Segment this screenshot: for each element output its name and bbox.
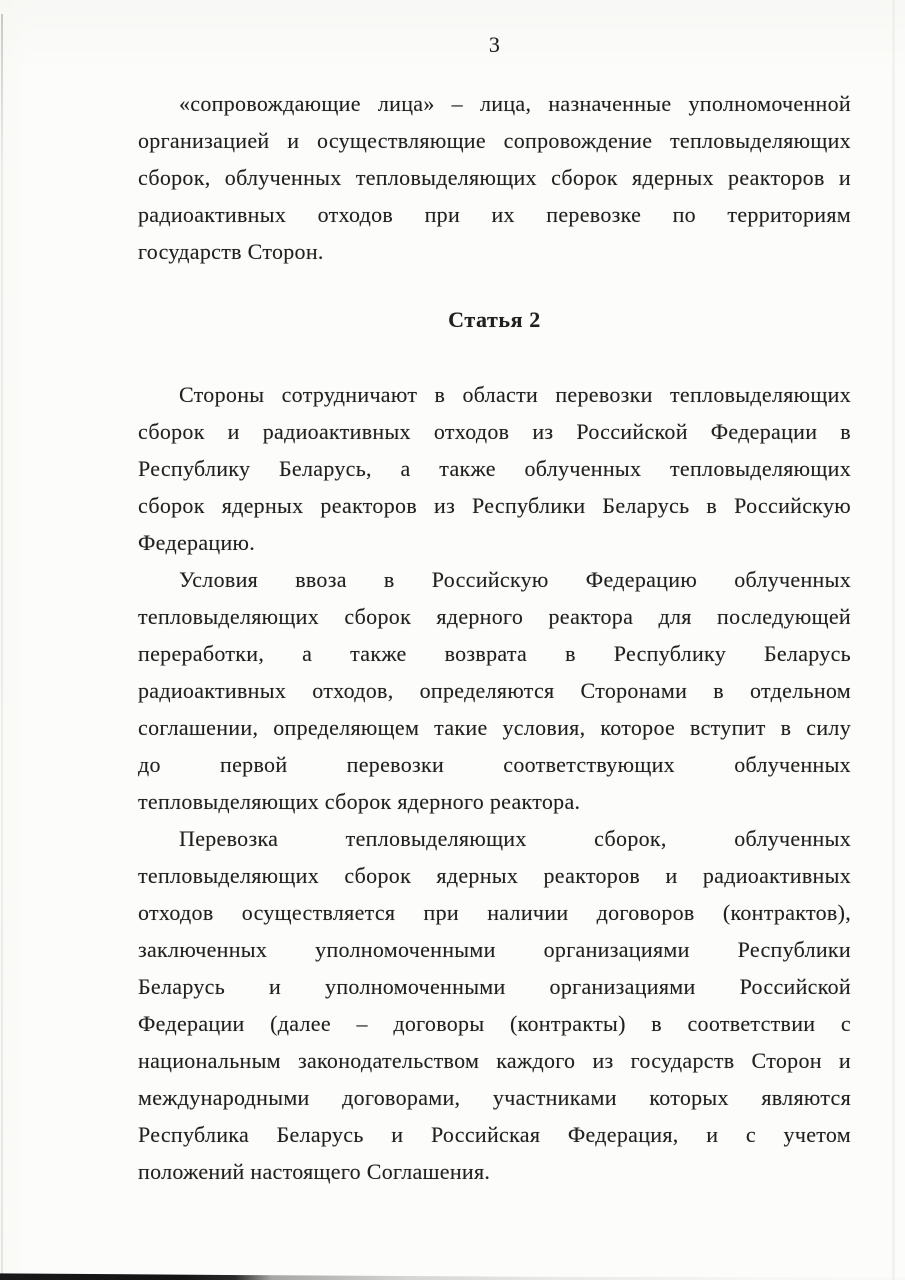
scan-artifact-bottom-bar — [0, 1273, 905, 1280]
text-line: тепловыделяющих сборок ядерных реакторов и радиоактивных — [138, 863, 851, 888]
text-line: положений настоящего Соглашения. — [138, 1159, 491, 1184]
text-line: соглашении, определяющем такие условия, которое вступит в силу — [138, 715, 851, 740]
paragraph — [138, 561, 851, 820]
text-line: тепловыделяющих сборок ядерного реактора. — [138, 789, 581, 814]
text-line: «сопровождающие лица» – лица, назначенные уполномоченной — [179, 91, 851, 116]
text-line: заключенных уполномоченными организациями Республики — [138, 937, 851, 962]
text-line: Республика Беларусь и Российская Федерация, и с учетом — [138, 1122, 851, 1147]
text-line: сборок и радиоактивных отходов из Российской Федерации в — [138, 419, 851, 444]
text-line: Беларусь и уполномоченными организациями Российской — [138, 974, 851, 999]
paragraph — [138, 820, 851, 1190]
text-line: сборок, облученных тепловыделяющих сборок ядерных реакторов и — [138, 165, 851, 190]
text-line: отходов осуществляется при наличии договоров (контрактов), — [138, 900, 851, 925]
text-line: организацией и осуществляющие сопровождение тепловыделяющих — [138, 128, 851, 153]
text-line: государств Сторон. — [138, 239, 324, 264]
page-number: 3 — [488, 32, 501, 57]
text-line: радиоактивных отходов, определяются Сторонами в отдельном — [138, 678, 851, 703]
text-line: переработки, а также возврата в Республику Беларусь — [138, 641, 851, 666]
text-line: тепловыделяющих сборок ядерного реактора для последующей — [138, 604, 851, 629]
article-heading: Статья 2 — [448, 307, 541, 332]
paragraph — [138, 376, 851, 561]
text-line: радиоактивных отходов при их перевозке по территориям — [138, 202, 851, 227]
scan-artifact-right-streak — [892, 0, 895, 1280]
text-line: до первой перевозки соответствующих облученных — [138, 752, 851, 777]
text-line: Условия ввоза в Российскую Федерацию облученных — [179, 567, 851, 592]
text-line: сборок ядерных реакторов из Республики Беларусь в Российскую — [138, 493, 851, 518]
scan-artifact-left-edge — [1, 14, 3, 1280]
text-line: международными договорами, участниками которых являются — [138, 1085, 851, 1110]
paragraph — [138, 85, 851, 270]
text-line: Перевозка тепловыделяющих сборок, облученных — [179, 826, 851, 851]
text-line: национальным законодательством каждого из государств Сторон и — [138, 1048, 851, 1073]
text-line: Федерации (далее – договоры (контракты) в соответствии с — [138, 1011, 851, 1036]
text-line: Федерацию. — [138, 530, 256, 555]
text-line: Стороны сотрудничают в области перевозки тепловыделяющих — [179, 382, 851, 407]
text-line: Республику Беларусь, а также облученных тепловыделяющих — [138, 456, 851, 481]
document-body — [138, 85, 851, 1190]
text-column — [138, 0, 851, 1190]
